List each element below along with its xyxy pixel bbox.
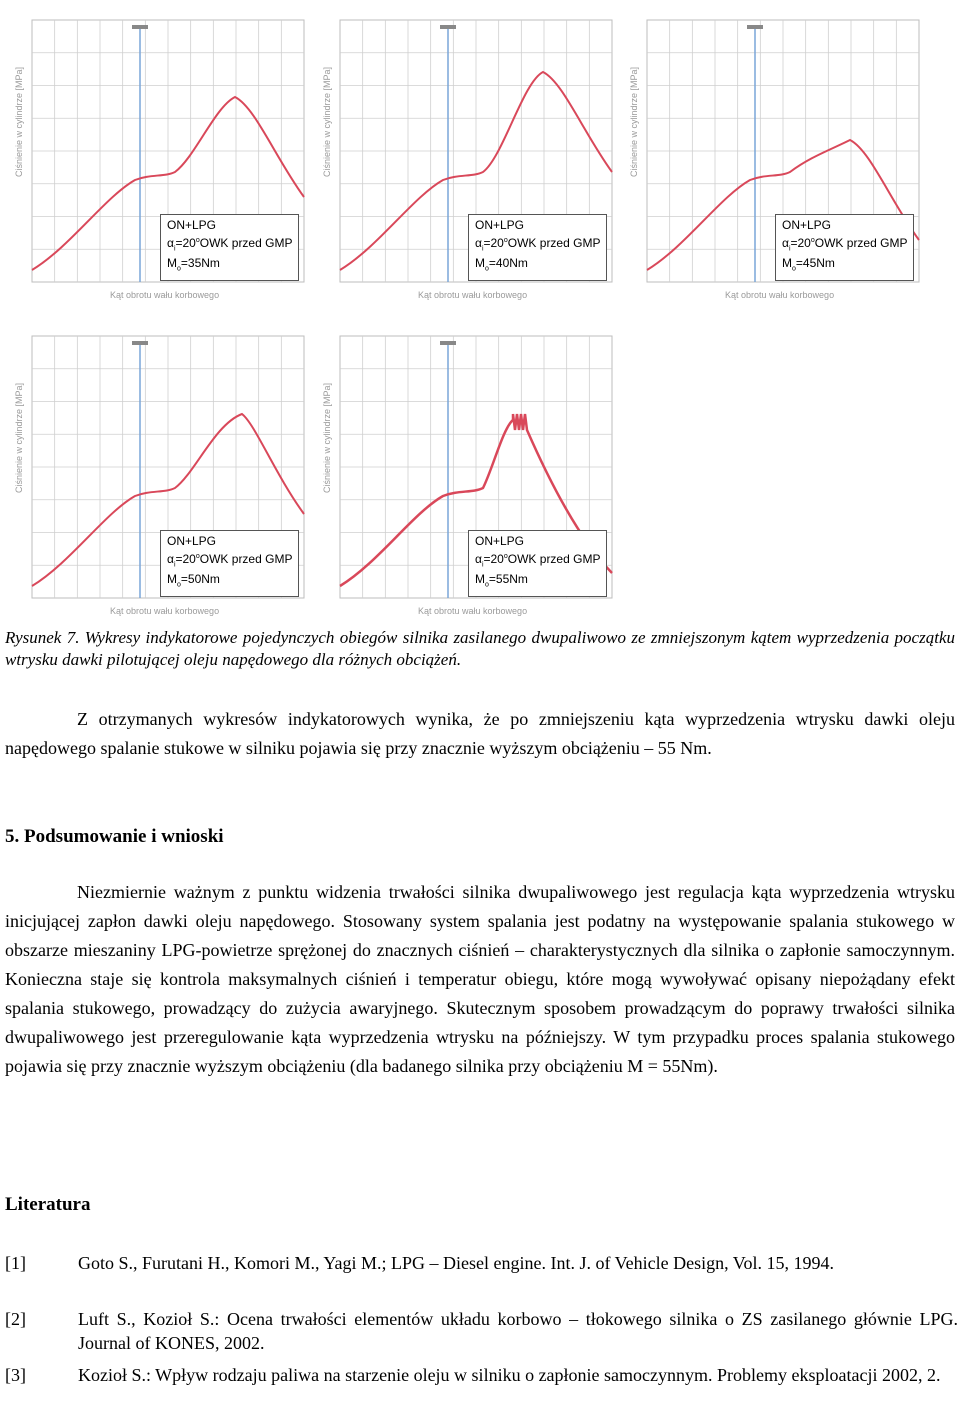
legend-fuel: ON+LPG	[167, 534, 217, 548]
y-axis-label: Ciśnienie w cylindrze [MPa]	[14, 382, 24, 493]
section-heading: 5. Podsumowanie i wnioski	[5, 826, 224, 847]
reference-number: [1]	[5, 1253, 26, 1273]
tdc-marker	[132, 341, 148, 345]
tdc-marker	[440, 341, 456, 345]
reference-text: Luft S., Kozioł S.: Ocena trwałości elementów układu korbowo – tłokowego silnika o ZS zasilanego głównie LPG. Journal of KONES, 2002.	[78, 1309, 958, 1353]
plot-legend	[468, 214, 607, 281]
legend-torque: $M_o=35Nm$	[167, 256, 220, 273]
plot-legend	[468, 530, 607, 597]
x-axis-label: Kąt obrotu wału korbowego	[110, 290, 220, 300]
indicator-plot	[10, 328, 310, 618]
indicator-plot	[625, 12, 925, 302]
y-axis-label: Ciśnienie w cylindrze [MPa]	[14, 66, 24, 177]
legend-torque: $M_o=40Nm$	[475, 256, 528, 273]
legend-injection-angle: $\alpha_i=20^oOWK$ przed GMP	[167, 236, 293, 253]
plot-legend	[160, 214, 299, 281]
reference-text: Kozioł S.: Wpływ rodzaju paliwa na starzenie oleju w silniku o zapłonie samoczynnym. Problemy eksploatacji 2002, 2.	[78, 1365, 941, 1385]
indicator-plot	[10, 12, 310, 302]
x-axis-label: Kąt obrotu wału korbowego	[110, 606, 220, 616]
x-axis-label: Kąt obrotu wału korbowego	[418, 606, 528, 616]
tdc-marker	[747, 25, 763, 29]
indicator-plot	[318, 328, 618, 618]
legend-torque: $M_o=45Nm$	[782, 256, 835, 273]
legend-injection-angle: $\alpha_i=20^oOWK$ przed GMP	[475, 236, 601, 253]
paragraph-conclusions: Niezmiernie ważnym z punktu widzenia trwałości silnika dwupaliwowego jest regulacja kąta wyprzedzenia wtrysku inicjującej zapłon dawki oleju napędowego. Stosowany system spalania jest podatny na występowanie spalania stukowego w obszarze mieszaniny LPG-powietrze sprężonej do znacznych ciśnień – charakterystycznych dla silnika o zapłonie samoczynnym. Konieczna staje się kontrola maksymalnych ciśnień i temperatur obiegu, które mogą wywoływać opisany niepożądany efekt spalania stukowego, prowadzący do zużycia awaryjnego. Skutecznym sposobem prowadzącym do poprawy trwałości silnika dwupaliwowego jest przeregulowanie kąta wyprzedzenia wtrysku na późniejszy. W tym przypadku proces spalania stukowego pojawia się przy znacznie wyższym obciążeniu (dla badanego silnika przy obciążeniu M = 55Nm).	[5, 882, 955, 1076]
legend-injection-angle: $\alpha_i=20^oOWK$ przed GMP	[782, 236, 908, 253]
legend-fuel: ON+LPG	[475, 218, 525, 232]
legend-injection-angle: $\alpha_i=20^oOWK$ przed GMP	[475, 552, 601, 569]
literature-heading: Literatura	[5, 1194, 91, 1215]
y-axis-label: Ciśnienie w cylindrze [MPa]	[322, 382, 332, 493]
reference-text: Goto S., Furutani H., Komori M., Yagi M.; LPG – Diesel engine. Int. J. of Vehicle Design, Vol. 15, 1994.	[78, 1253, 834, 1273]
legend-fuel: ON+LPG	[475, 534, 525, 548]
reference-number: [2]	[5, 1309, 26, 1329]
tdc-marker	[132, 25, 148, 29]
x-axis-label: Kąt obrotu wału korbowego	[725, 290, 835, 300]
plot-legend	[775, 214, 914, 281]
legend-torque: $M_o=50Nm$	[167, 572, 220, 589]
legend-fuel: ON+LPG	[782, 218, 832, 232]
legend-fuel: ON+LPG	[167, 218, 217, 232]
y-axis-label: Ciśnienie w cylindrze [MPa]	[322, 66, 332, 177]
paragraph-results: Z otrzymanych wykresów indykatorowych wynika, że po zmniejszeniu kąta wyprzedzenia wtrysku dawki oleju napędowego spalanie stukowe w silniku pojawia się przy znacznie wyższym obciążeniu – 55 Nm.	[5, 709, 955, 758]
x-axis-label: Kąt obrotu wału korbowego	[418, 290, 528, 300]
figure-caption: Rysunek 7. Wykresy indykatorowe pojedynczych obiegów silnika zasilanego dwupaliwowo ze zmniejszonym kątem wyprzedzenia początku wtrysku dawki pilotującej oleju napędowego dla różnych obciążeń.	[5, 628, 955, 669]
legend-torque: $M_o=55Nm$	[475, 572, 528, 589]
indicator-plot	[318, 12, 618, 302]
tdc-marker	[440, 25, 456, 29]
reference-number: [3]	[5, 1365, 26, 1385]
legend-injection-angle: $\alpha_i=20^oOWK$ przed GMP	[167, 552, 293, 569]
y-axis-label: Ciśnienie w cylindrze [MPa]	[629, 66, 639, 177]
plot-legend	[160, 530, 299, 597]
